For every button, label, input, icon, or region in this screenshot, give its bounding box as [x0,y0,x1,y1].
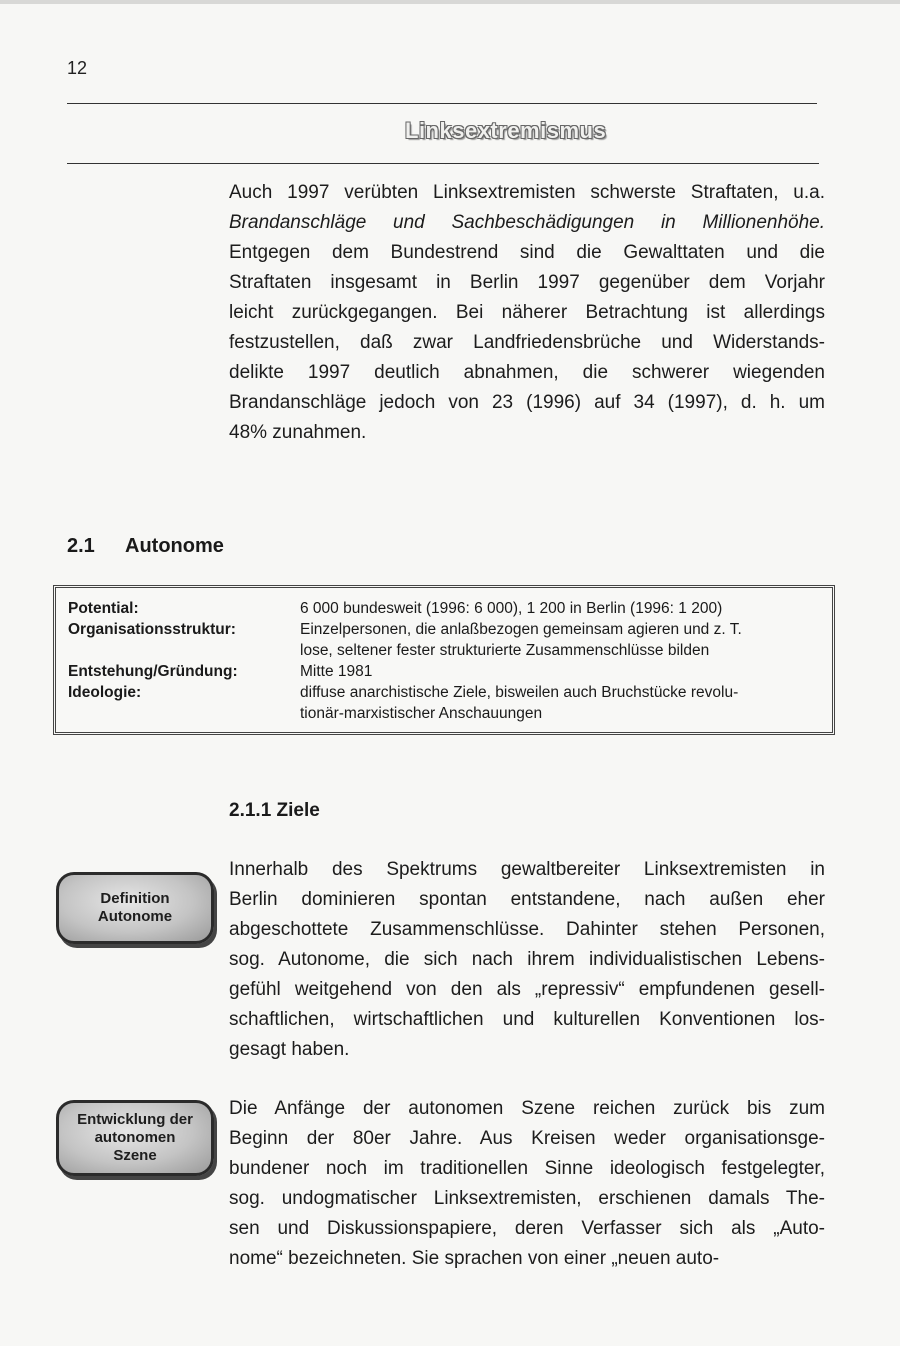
text-line: Die Anfänge der autonomen Szene reichen zurück bis zum [229,1098,825,1119]
text-line: leicht zurückgegangen. Bei näherer Betrachtung ist allerdings [229,302,825,323]
fact-value: tionär-marxistischer Anschauungen [300,705,543,722]
margin-box-line: Entwicklung der [77,1111,193,1128]
fact-value: Einzelpersonen, die anlaßbezogen gemeinsam agieren und z. T. [300,621,742,638]
margin-box-line: Definition [100,890,170,907]
text-line: gesagt haben. [229,1039,350,1060]
text-line: sog. Autonome, die sich nach ihrem individualistischen Lebens- [229,949,825,970]
margin-box-definition [56,872,214,944]
text-line: sen und Diskussionspapiere, deren Verfasser sich als „Auto- [229,1218,825,1239]
margin-box-line: Szene [113,1147,157,1164]
fact-label: Entstehung/Gründung: [68,663,238,680]
text-line: Brandanschläge jedoch von 23 (1996) auf 34 (1997), d. h. um [229,392,825,413]
text-line: sog. undogmatischer Linksextremisten, erschienen damals The- [229,1188,825,1209]
text-line: Brandanschläge und Sachbeschädigungen in Millionenhöhe. [229,212,825,233]
text-line: 48% zunahmen. [229,422,367,443]
text-line: Straftaten insgesamt in Berlin 1997 gegenüber dem Vorjahr [229,272,825,293]
fact-value: lose, seltener fester strukturierte Zusammenschlüsse bilden [300,642,710,659]
page-top-edge [0,0,900,4]
margin-box-development [56,1100,214,1176]
section-title: Autonome [125,535,224,557]
text-line: abgeschottete Zusammenschlüsse. Dahinter stehen Personen, [229,919,825,940]
text-line: gefühl weitgehend von den als „repressiv“ empfundenen gesell- [229,979,825,1000]
text-line: bundener noch im traditionellen Sinne ideologisch festgelegter, [229,1158,825,1179]
header-rule-bottom [67,163,819,164]
fact-label: Ideologie: [68,684,142,701]
subsection-heading: 2.1.1 Ziele [229,800,320,821]
fact-value: diffuse anarchistische Ziele, bisweilen auch Bruchstücke revolu- [300,684,739,701]
text-line: Entgegen dem Bundestrend sind die Gewalttaten und die [229,242,825,263]
text-line: festzustellen, daß zwar Landfriedensbrüche und Widerstands- [229,332,825,353]
margin-box-line: autonomen [94,1129,176,1146]
fact-box [53,585,835,735]
text-line: delikte 1997 deutlich abnahmen, die schwerer wiegenden [229,362,825,383]
text-line: nome“ bezeichneten. Sie sprachen von einer „neuen auto- [229,1248,720,1269]
text-line: schaftlichen, wirtschaftlichen und kulturellen Konventionen los- [229,1009,825,1030]
text-line: Berlin dominieren spontan entstandene, nach außen eher [229,889,825,910]
margin-box-line: Autonome [97,908,173,925]
section-number: 2.1 [67,535,95,557]
development-paragraph [229,1094,825,1274]
header-rule-top [67,103,817,104]
section-heading [67,535,224,558]
fact-value: Mitte 1981 [300,663,373,680]
text-line: Innerhalb des Spektrums gewaltbereiter Linksextremisten in [229,859,825,880]
goals-paragraph [229,855,825,1065]
intro-paragraph [229,178,825,448]
fact-label: Potential: [68,600,139,617]
page-number: 12 [67,58,88,78]
fact-value: 6 000 bundesweit (1996: 6 000), 1 200 in Berlin (1996: 1 200) [300,600,723,617]
text-line: Auch 1997 verübten Linksextremisten schwerste Straftaten, u.a. [229,182,825,203]
text-line: Beginn der 80er Jahre. Aus Kreisen weder organisationsge- [229,1128,825,1149]
chapter-title: Linksextremismus [405,118,607,143]
fact-label: Organisationsstruktur: [68,621,236,638]
